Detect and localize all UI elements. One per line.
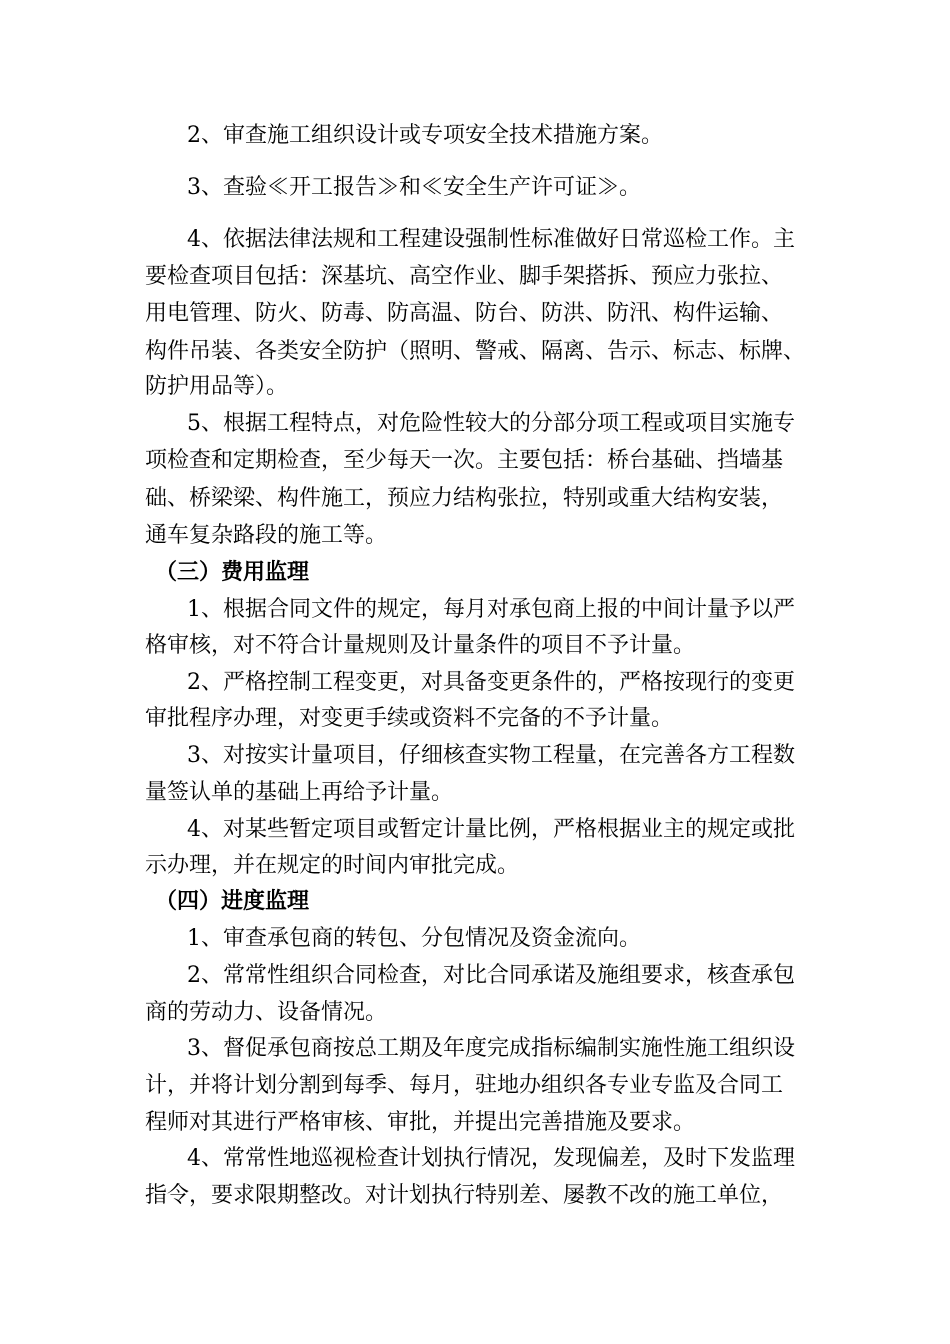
paragraph-line: 量签认单的基础上再给予计量。 (145, 780, 454, 805)
paragraph-line: 3、督促承包商按总工期及年度完成指标编制实施性施工组织设 (187, 1036, 795, 1061)
paragraph-line: 3、对按实计量项目，仔细核查实物工程量，在完善各方工程数 (187, 743, 795, 768)
paragraph-line: 4、依据法律法规和工程建设强制性标准做好日常巡检工作。主 (187, 227, 795, 252)
paragraph-line: 项检查和定期检查，至少每天一次。主要包括：桥台基础、挡墙基 (145, 448, 784, 473)
paragraph-line: 指令，要求限期整改。对计划执行特别差、屡教不改的施工单位， (145, 1183, 784, 1208)
paragraph-line: 构件吊装、各类安全防护（照明、警戒、隔离、告示、标志、标牌、 (145, 339, 806, 364)
paragraph-line: 1、根据合同文件的规定，每月对承包商上报的中间计量予以严 (187, 597, 795, 622)
paragraph-line: 程师对其进行严格审核、审批，并提出完善措施及要求。 (145, 1110, 696, 1135)
paragraph-line: 2、常常性组织合同检查，对比合同承诺及施组要求，核查承包 (187, 963, 795, 988)
paragraph-line: 2、严格控制工程变更，对具备变更条件的，严格按现行的变更 (187, 670, 795, 695)
paragraph-line: 审批程序办理，对变更手续或资料不完备的不予计量。 (145, 706, 674, 731)
paragraph-line: 格审核，对不符合计量规则及计量条件的项目不予计量。 (145, 633, 696, 658)
paragraph-line: 用电管理、防火、防毒、防高温、防台、防洪、防汛、构件运输、 (145, 301, 784, 326)
paragraph-line: 通车复杂路段的施工等。 (145, 523, 388, 548)
paragraph-line: 计，并将计划分割到每季、每月，驻地办组织各专业专监及合同工 (145, 1073, 784, 1098)
paragraph-line: 要检查项目包括：深基坑、高空作业、脚手架搭拆、预应力张拉、 (145, 264, 784, 289)
paragraph-line: 1、审查承包商的转包、分包情况及资金流向。 (187, 926, 641, 951)
paragraph-line: 防护用品等）。 (145, 374, 289, 399)
paragraph-line: 商的劳动力、设备情况。 (145, 1000, 388, 1025)
paragraph-line: 2、审查施工组织设计或专项安全技术措施方案。 (187, 123, 663, 148)
paragraph-line: 3、查验≪开工报告≫和≪安全生产许可证≫。 (187, 175, 641, 200)
paragraph-line: 4、对某些暂定项目或暂定计量比例，严格根据业主的规定或批 (187, 817, 795, 842)
paragraph-line: 5、根据工程特点，对危险性较大的分部分项工程或项目实施专 (187, 411, 795, 436)
section-heading: （三）费用监理 (155, 560, 310, 585)
paragraph-line: 4、常常性地巡视检查计划执行情况，发现偏差，及时下发监理 (187, 1146, 795, 1171)
paragraph-line: 示办理，并在规定的时间内审批完成。 (145, 853, 520, 878)
section-heading: （四）进度监理 (155, 889, 310, 914)
paragraph-line: 础、桥梁梁、构件施工，预应力结构张拉，特别或重大结构安装， (145, 486, 784, 511)
